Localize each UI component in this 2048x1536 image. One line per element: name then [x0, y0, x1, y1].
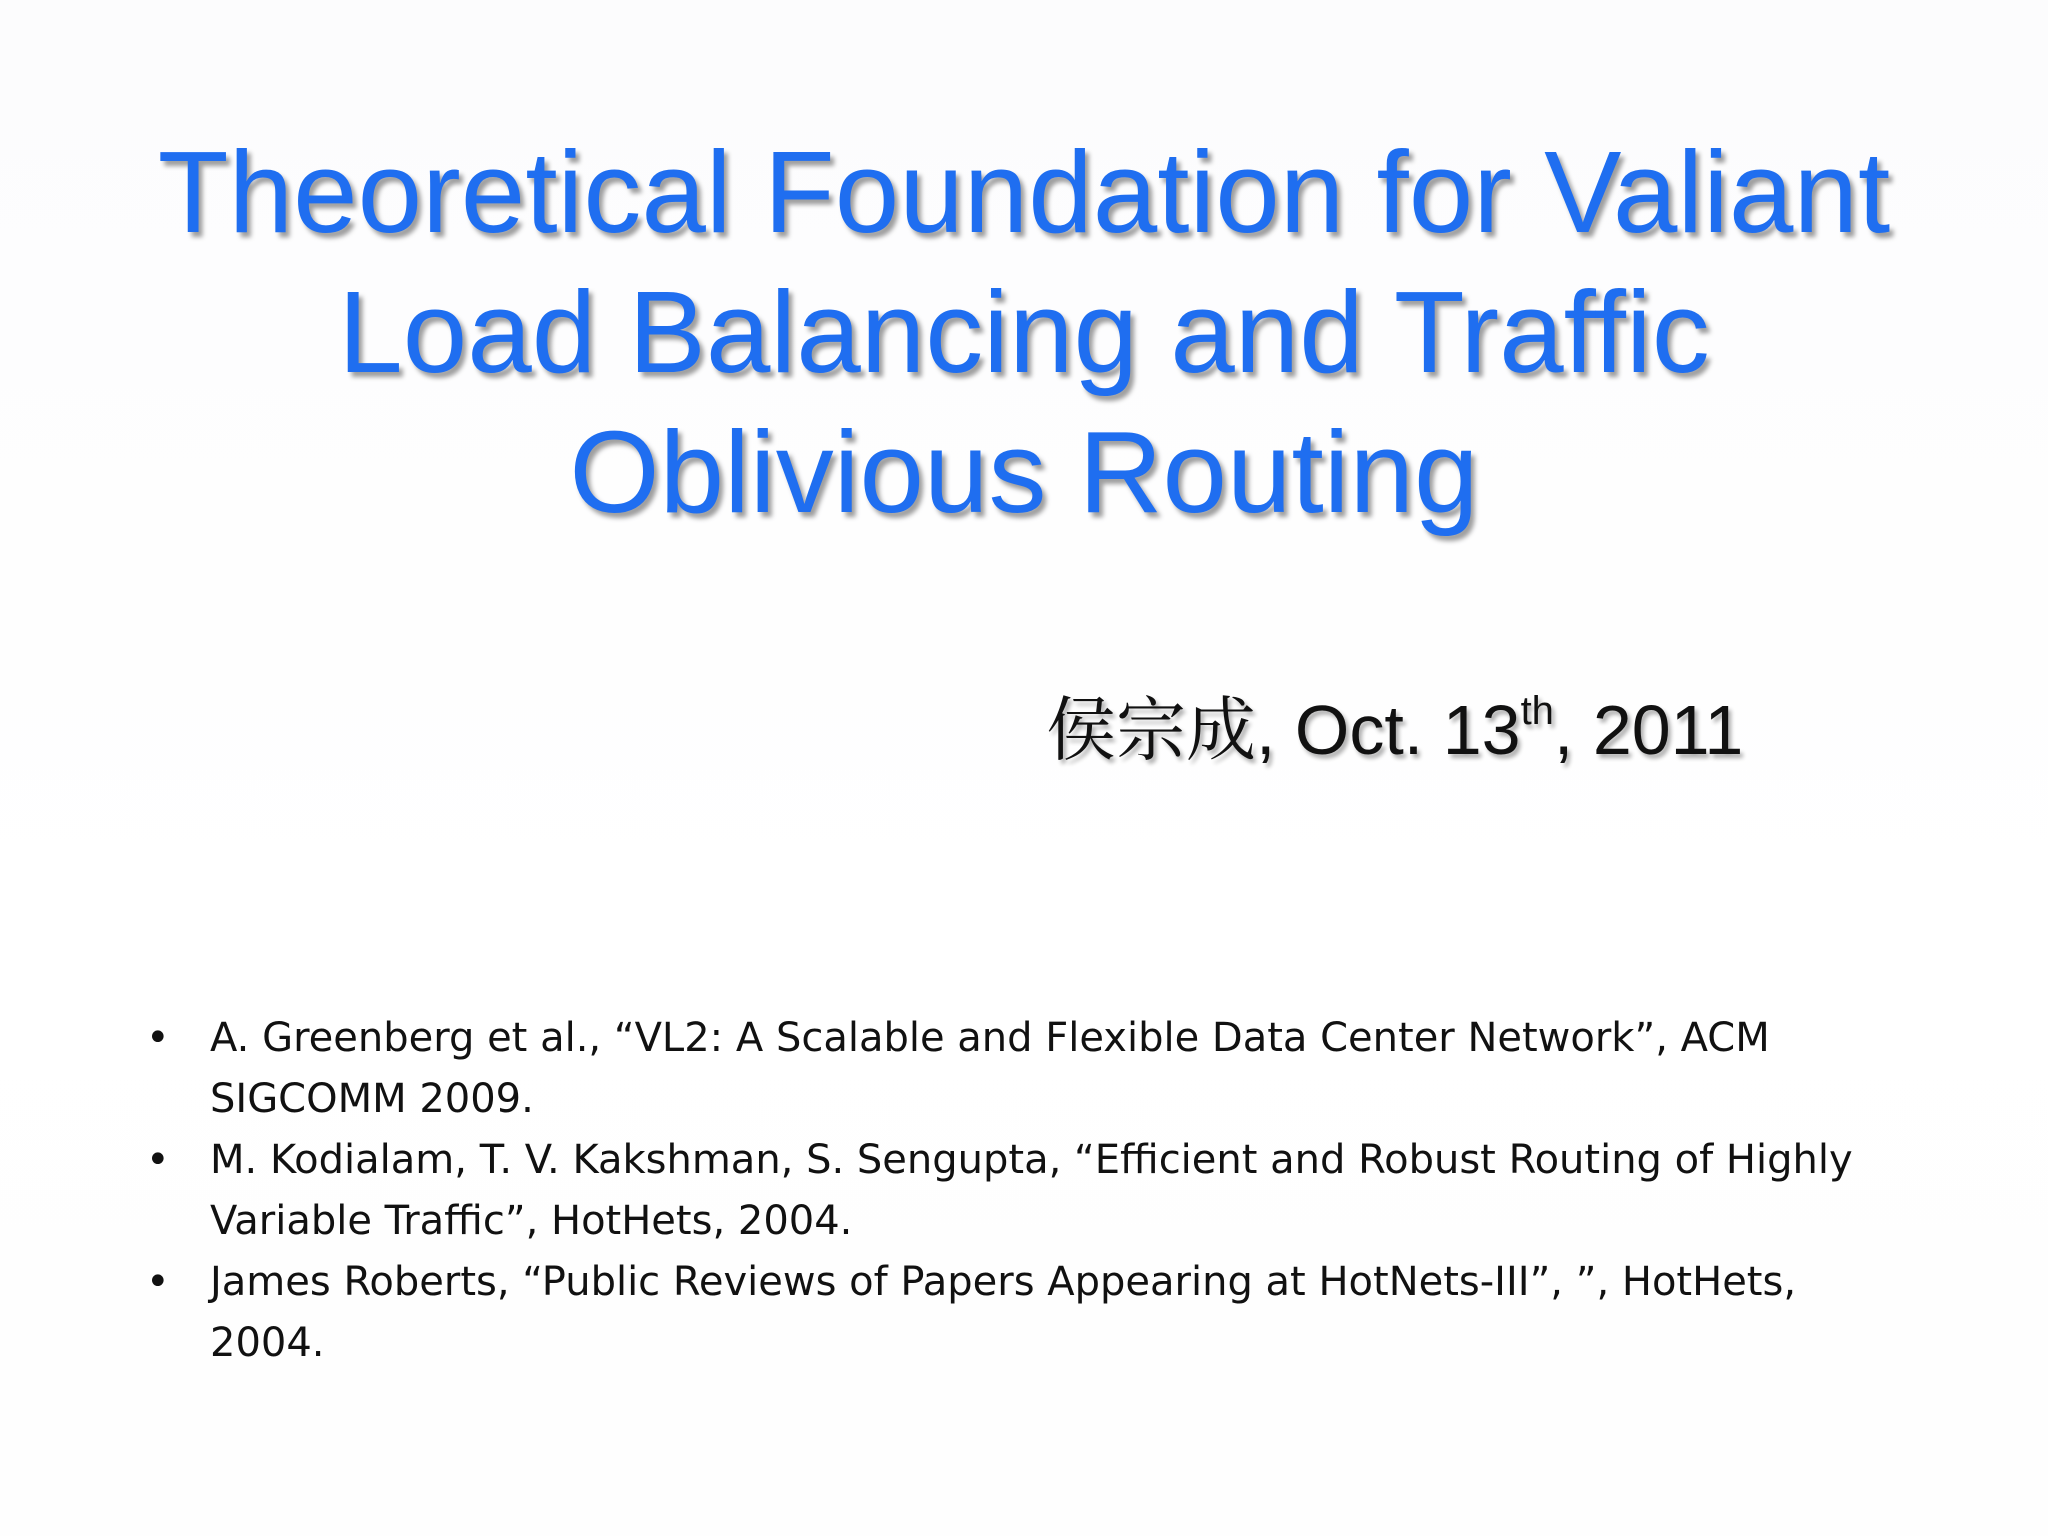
reference-text: A. Greenberg et al., “VL2: A Scalable and Flexible Data Center Network”, ACM SIGCOMM 2009.	[210, 1015, 1770, 1122]
reference-text: M. Kodialam, T. V. Kakshman, S. Sengupta, “Efficient and Robust Routing of Highly Variable Traffic”, HotHets, 2004.	[210, 1137, 1853, 1244]
author-name: 侯宗成	[1046, 691, 1256, 769]
author-date-line	[1046, 688, 1743, 772]
reference-item	[140, 1130, 1920, 1252]
bullet-icon: •	[146, 1015, 170, 1061]
title-line: Load Balancing and Traffic	[338, 267, 1710, 397]
slide-title	[120, 122, 1928, 542]
bullet-icon: •	[146, 1137, 170, 1183]
reference-item	[140, 1252, 1920, 1374]
title-line: Oblivious Routing	[569, 407, 1479, 537]
date-year: , 2011	[1553, 691, 1744, 769]
bullet-icon: •	[146, 1259, 170, 1305]
reference-item	[140, 1008, 1920, 1130]
title-line: Theoretical Foundation for Valiant	[157, 127, 1891, 257]
date-ordinal-suffix: th	[1520, 689, 1554, 733]
reference-text: James Roberts, “Public Reviews of Papers Appearing at HotNets-III”, ”, HotHets, 2004.	[210, 1259, 1797, 1366]
date-prefix: , Oct. 13	[1256, 691, 1521, 769]
reference-list	[140, 1008, 1920, 1374]
